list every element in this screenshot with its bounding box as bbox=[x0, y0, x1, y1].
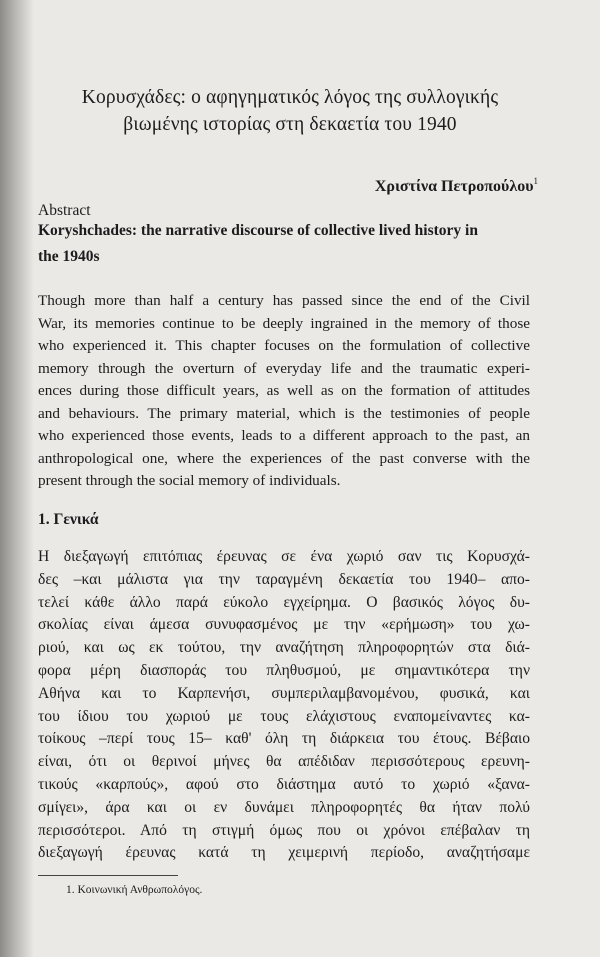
body-line: τελεί κάθε άλλο παρά εύκολο εγχείρημα. Ο βασικός λόγος δυ- bbox=[38, 593, 530, 611]
body-line: Η διεξαγωγή επιτόπιας έρευνας σε ένα χωριό σαν τις Κορυσχά- bbox=[38, 548, 530, 565]
body-line: δες –και μάλιστα για την ταραγμένη δεκαετία του 1940– απο- bbox=[38, 570, 530, 588]
abstract-title-line-2: the 1940s bbox=[38, 248, 100, 265]
abstract-title bbox=[38, 218, 538, 270]
abstract-line: who experienced it. This chapter focuses on the formulation of collective bbox=[38, 337, 530, 354]
body-line: σκολίας είναι άμεσα συνυφασμένος με την «ερήμωση» του χω- bbox=[38, 616, 530, 634]
chapter-title bbox=[30, 84, 550, 138]
abstract-line: anthropological one, where the experiences of the past converse with the bbox=[38, 449, 530, 467]
author-name bbox=[375, 176, 538, 196]
abstract-line: memory through the overturn of everyday life and the traumatic experi- bbox=[38, 359, 530, 377]
author-footnote-ref: 1 bbox=[533, 176, 538, 186]
body-line: φορα μέρη διασποράς του πληθυσμού, με σημαντικότερα την bbox=[38, 661, 530, 679]
body-line: ριού, και ως εκ τούτου, την αναζήτηση πληροφορητών στα διά- bbox=[38, 639, 530, 657]
chapter-title-line-1: Κορυσχάδες: ο αφηγηματικός λόγος της συλλογικής bbox=[81, 87, 499, 108]
abstract-title-line-1: Koryshchades: the narrative discourse of collective lived history in bbox=[38, 222, 478, 239]
author-name-text: Χριστίνα Πετροπούλου bbox=[374, 178, 534, 195]
body-line: σμίγει», άρα και οι εν δυνάμει πληροφορητές θα ήταν πολύ bbox=[38, 798, 530, 816]
body-line: του ίδιου του χωριού με τους ελάχιστους εναπομείναντες κα- bbox=[38, 707, 530, 725]
abstract-line: War, its memories continue to be deeply ingrained in the memory of those bbox=[38, 314, 530, 332]
abstract-line: present through the social memory of individuals. bbox=[38, 472, 341, 489]
abstract-body bbox=[38, 290, 530, 493]
abstract-line: and behaviours. The primary material, which is the testimonies of people bbox=[38, 404, 530, 422]
section-heading: 1. Γενικά bbox=[38, 511, 99, 528]
abstract-line: ences during those difficult years, as well as on the formation of attitudes bbox=[38, 382, 530, 399]
body-line: Αθήνα και το Καρπενήσι, συμπεριλαμβανομένου, φυσικά, και bbox=[38, 684, 530, 702]
body-line: διεξαγωγή έρευνας κατά τη χειμερινή περίοδο, αναζητήσαμε bbox=[38, 844, 530, 862]
body-line: τικούς «καρπούς», αφού στο διάστημα αυτό το χωριό «ξανα- bbox=[38, 775, 530, 793]
abstract-label: Abstract bbox=[38, 202, 91, 219]
footnote-divider bbox=[38, 875, 178, 876]
body-line: είναι, ότι οι θερινοί μήνες θα απέδιδαν περισσότερους ερευνη- bbox=[38, 753, 530, 771]
body-paragraph bbox=[38, 546, 530, 865]
body-line: περισσότεροι. Από τη στιγμή όμως που οι χρόνοι επέβαλαν τη bbox=[38, 821, 530, 839]
abstract-line: who experienced those events, leads to a different approach to the past, an bbox=[38, 427, 530, 444]
footnote: 1. Κοινωνική Ανθρωπολόγος. bbox=[66, 884, 203, 896]
abstract-line: Though more than half a century has passed since the end of the Civil bbox=[38, 292, 530, 309]
chapter-title-line-2: βιωμένης ιστορίας στη δεκαετία του 1940 bbox=[123, 114, 457, 135]
body-line: τοίκους –περί τους 15– καθ' όλη τη διάρκεια του έτους. Βέβαιο bbox=[38, 730, 530, 748]
